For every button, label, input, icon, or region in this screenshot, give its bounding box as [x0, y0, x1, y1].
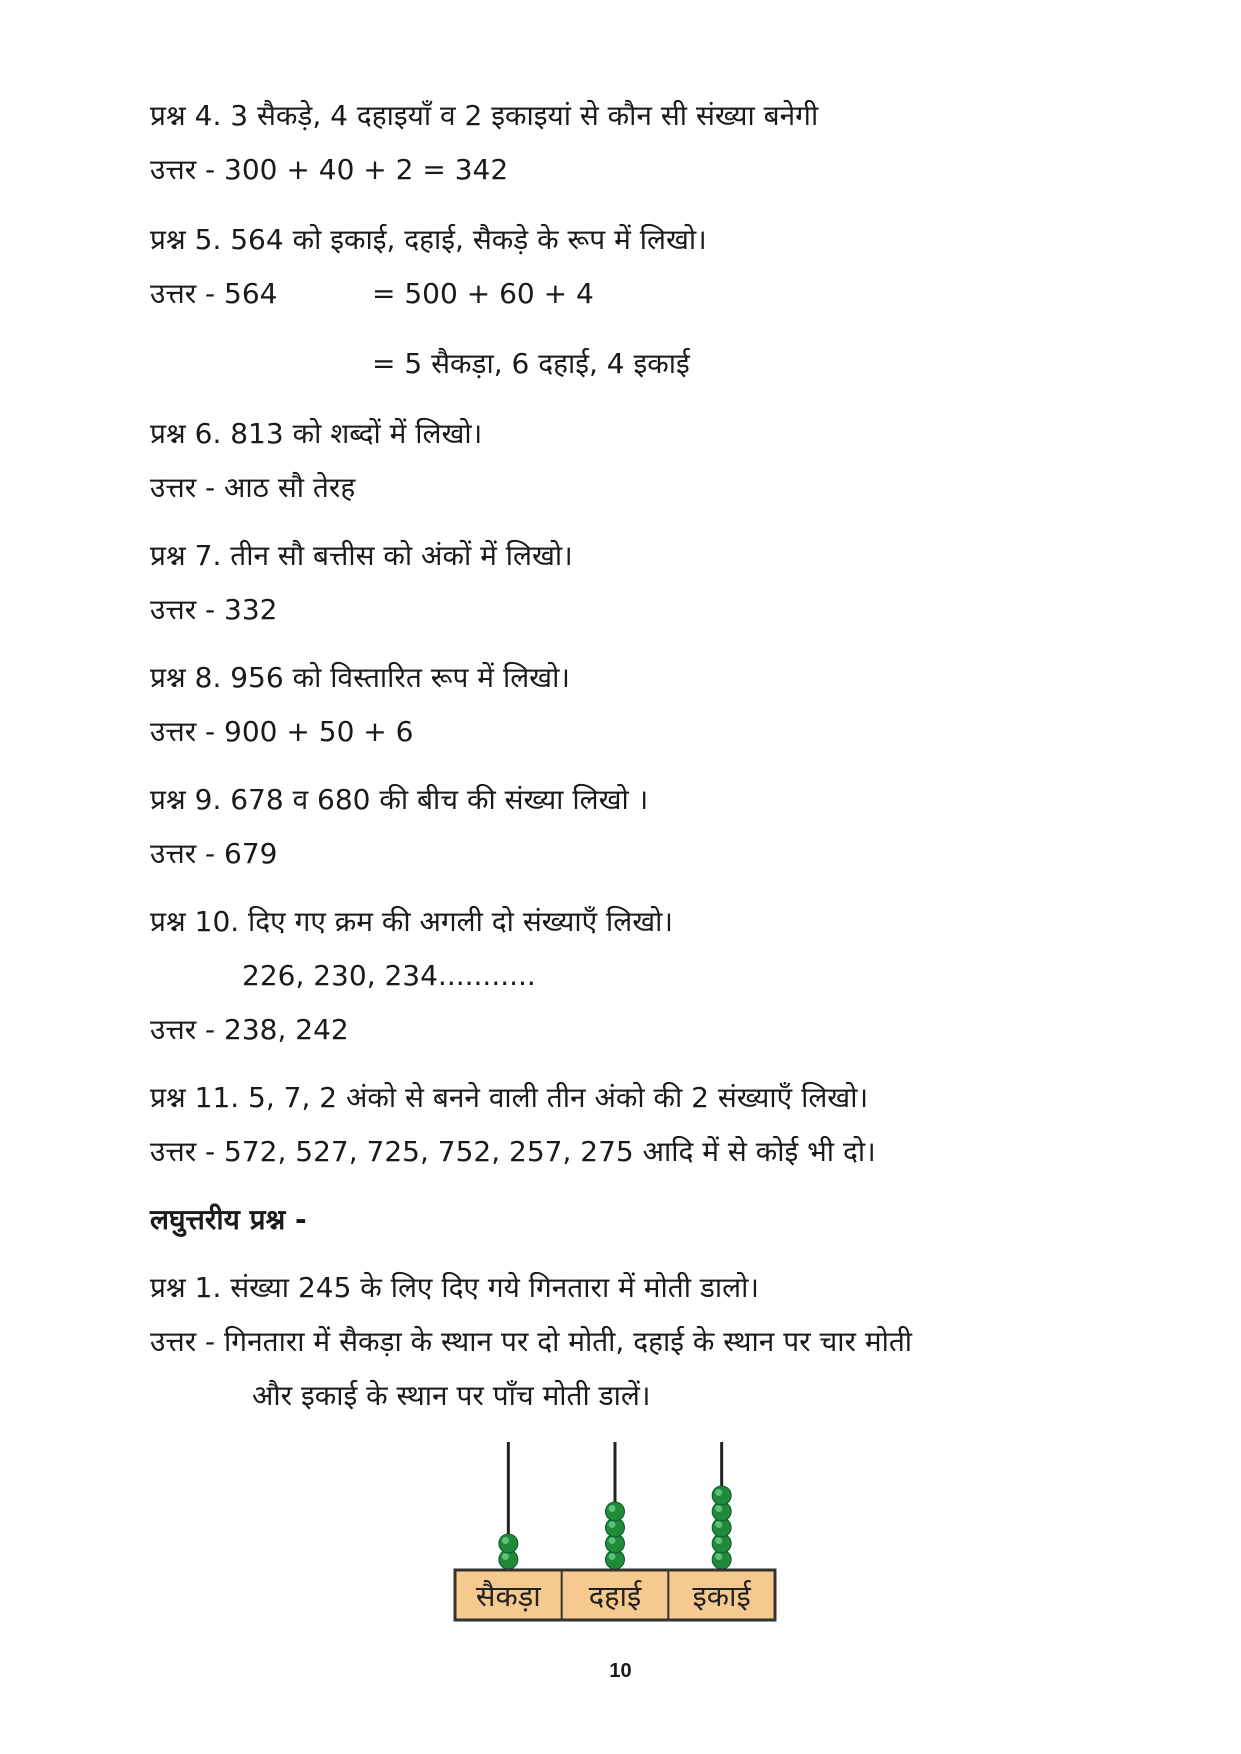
- abacus-bead-highlight: [609, 1537, 616, 1544]
- short-answer-1-line-1: उत्तर - गिनतारा में सैकड़ा के स्थान पर दो मोती, दहाई के स्थान पर चार मोती: [150, 1325, 913, 1358]
- page-number: 10: [609, 1660, 632, 1682]
- abacus-bead: [499, 1534, 518, 1553]
- answer-10: उत्तर - 238, 242: [150, 1013, 349, 1046]
- abacus-label: इकाई: [692, 1579, 751, 1613]
- answer-6: उत्तर - आठ सौ तेरह: [150, 471, 356, 504]
- answer-8: उत्तर - 900 + 50 + 6: [150, 715, 414, 748]
- answer-4: उत्तर - 300 + 40 + 2 = 342: [150, 153, 509, 186]
- question-7: प्रश्न 7. तीन सौ बत्तीस को अंकों में लिखो।: [150, 539, 573, 572]
- question-10: प्रश्न 10. दिए गए क्रम की अगली दो संख्याएँ लिखो।: [150, 905, 674, 938]
- short-answer-1-line-2: और इकाई के स्थान पर पाँच मोती डालें।: [252, 1379, 651, 1412]
- abacus-label: सैकड़ा: [475, 1579, 541, 1613]
- abacus-bead: [606, 1502, 625, 1521]
- abacus-bead-highlight: [715, 1553, 722, 1560]
- answer-7: उत्तर - 332: [150, 593, 278, 626]
- abacus-bead-highlight: [609, 1521, 616, 1528]
- abacus-bead-highlight: [502, 1553, 509, 1560]
- abacus-bead-highlight: [502, 1537, 509, 1544]
- abacus-bead-highlight: [715, 1489, 722, 1496]
- answer-5-expansion: = 500 + 60 + 4: [372, 277, 594, 310]
- question-10-sequence: 226, 230, 234...........: [242, 959, 536, 992]
- abacus-bead-highlight: [715, 1505, 722, 1512]
- question-5: प्रश्न 5. 564 को इकाई, दहाई, सैकड़े के रूप में लिखो।: [150, 223, 707, 256]
- answer-11: उत्तर - 572, 527, 725, 752, 257, 275 आदि में से कोई भी दो।: [150, 1135, 876, 1168]
- question-8: प्रश्न 8. 956 को विस्तारित रूप में लिखो।: [150, 661, 570, 694]
- question-4: प्रश्न 4. 3 सैकड़े, 4 दहाइयाँ व 2 इकाइयां से कौन सी संख्या बनेगी: [150, 99, 819, 132]
- abacus-bead-highlight: [609, 1505, 616, 1512]
- question-6: प्रश्न 6. 813 को शब्दों में लिखो।: [150, 417, 483, 450]
- short-question-1: प्रश्न 1. संख्या 245 के लिए दिए गये गिनतारा में मोती डालो।: [150, 1271, 759, 1304]
- question-9: प्रश्न 9. 678 व 680 की बीच की संख्या लिखो ।: [150, 783, 649, 816]
- section-heading: लघुत्तरीय प्रश्न -: [150, 1203, 307, 1236]
- answer-5: उत्तर - 564: [150, 277, 278, 310]
- question-11: प्रश्न 11. 5, 7, 2 अंको से बनने वाली तीन अंको की 2 संख्याएँ लिखो।: [150, 1081, 869, 1114]
- abacus-label: दहाई: [588, 1579, 642, 1613]
- abacus-bead: [712, 1486, 731, 1505]
- abacus-bead-highlight: [715, 1521, 722, 1528]
- answer-9: उत्तर - 679: [150, 837, 278, 870]
- abacus-figure: [440, 1440, 800, 1630]
- answer-5-place-values: = 5 सैकड़ा, 6 दहाई, 4 इकाई: [372, 347, 690, 380]
- abacus-bead-highlight: [715, 1537, 722, 1544]
- abacus-bead-highlight: [609, 1553, 616, 1560]
